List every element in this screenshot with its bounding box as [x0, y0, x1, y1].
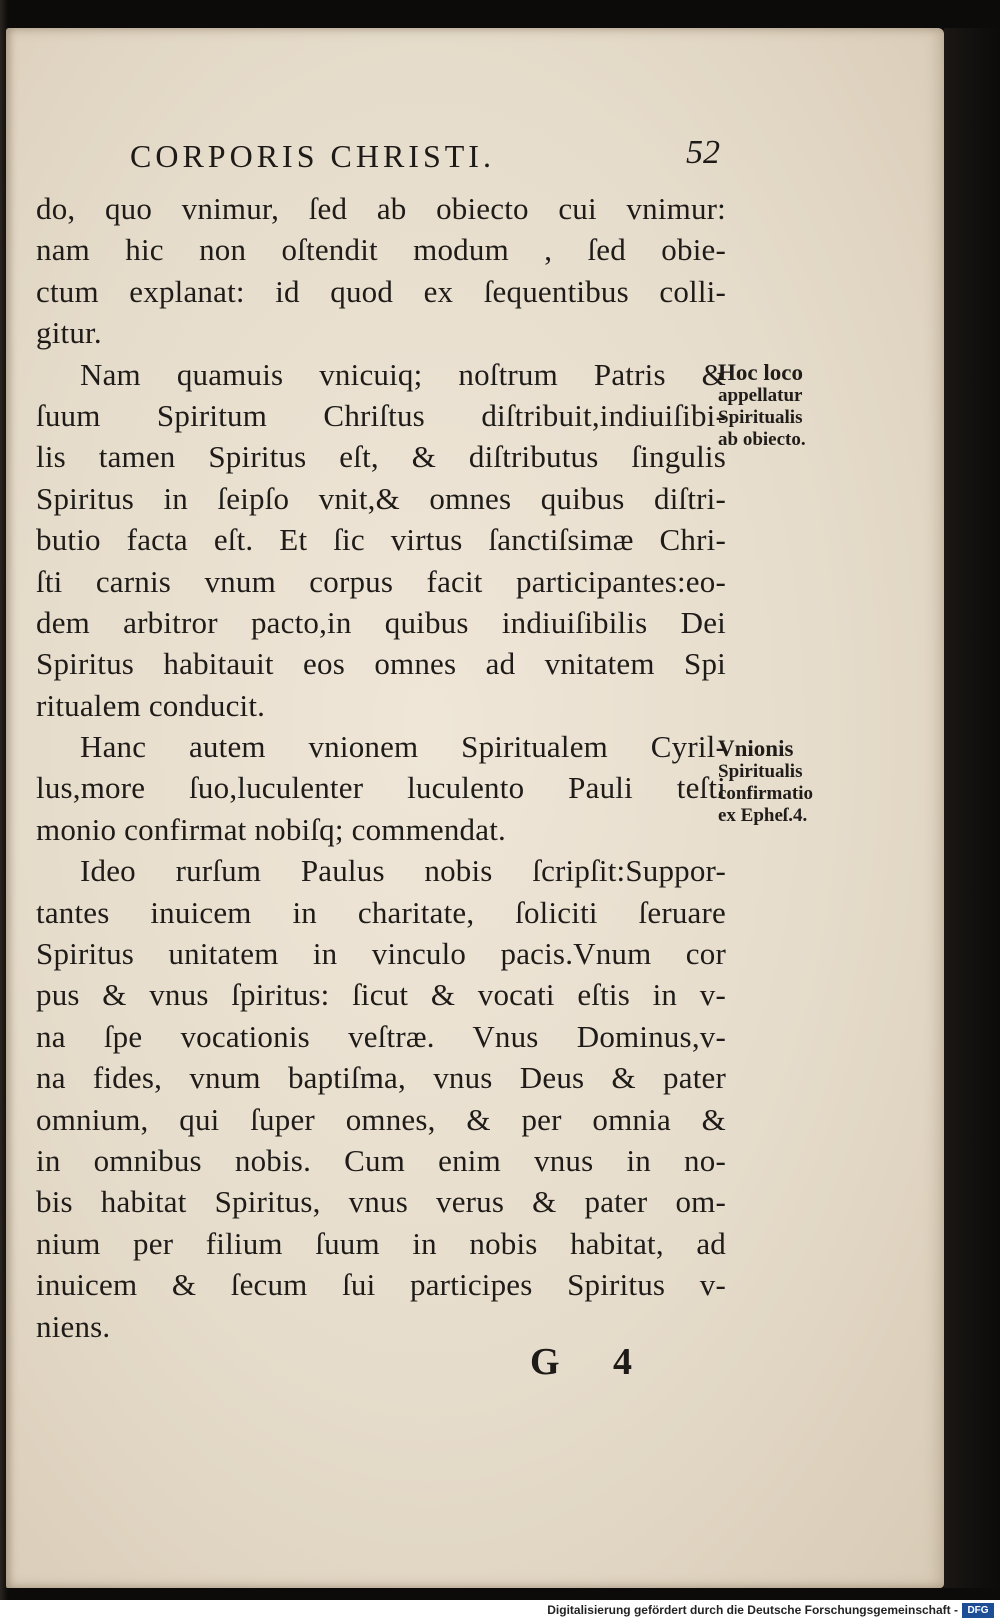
text-line: pus & vnus ſpiritus: ſicut & vocati eſtis in v-	[36, 977, 726, 1013]
margin-note-vnionis	[718, 736, 858, 827]
page-header	[130, 134, 720, 186]
text-line: Nam quamuis vnicuiq; noſtrum Patris &	[80, 356, 726, 392]
margin-note-line: Hoc loco	[718, 360, 803, 385]
text-line: ſuum Spiritum Chriſtus diſtribuit,indiuiſibi-	[36, 397, 726, 433]
funding-credit: Digitalisierung gefördert durch die Deutsche Forschungsgemeinschaft -	[547, 1603, 958, 1617]
text-line: niens.	[36, 1308, 111, 1344]
text-line: inuicem & ſecum ſui participes Spiritus v-	[36, 1267, 726, 1303]
text-line: Spiritus habitauit eos omnes ad vnitatem Spi	[36, 646, 726, 682]
scan-border-right	[944, 28, 1000, 1588]
text-line: Spiritus unitatem in vinculo pacis.Vnum cor	[36, 936, 726, 972]
dfg-logo: DFG	[962, 1603, 994, 1618]
text-line: Ideo rurſum Paulus nobis ſcripſit:Suppor-	[80, 853, 726, 889]
text-line: na fides, vnum baptiſma, vnus Deus & pater	[36, 1060, 726, 1096]
text-line: omnium, qui ſuper omnes, & per omnia &	[36, 1101, 726, 1137]
text-line: nium per filium ſuum in nobis habitat, ad	[36, 1225, 726, 1261]
signature-mark: G 4	[530, 1341, 655, 1383]
margin-note-line: ex Epheſ.4.	[718, 805, 808, 826]
margin-note-line: Spiritualis	[718, 761, 803, 782]
text-line: monio confirmat nobiſq; commendat.	[36, 811, 506, 847]
text-line: Spiritus in ſeipſo vnit,& omnes quibus diſtri-	[36, 480, 726, 516]
margin-note-line: appellatur	[718, 385, 803, 406]
text-line: bis habitat Spiritus, vnus verus & pater om-	[36, 1184, 726, 1220]
margin-note-hoc-loco	[718, 360, 858, 451]
text-line: tantes inuicem in charitate, ſoliciti ſeruare	[36, 894, 726, 930]
text-line: dem arbitror pacto,in quibus indiuiſibilis Dei	[36, 604, 726, 640]
page-number: 52	[686, 134, 720, 171]
margin-note-line: Vnionis	[718, 736, 794, 761]
text-line: ſti carnis vnum corpus facit participantes:eo-	[36, 563, 726, 599]
text-line: Hanc autem vnionem Spiritualem Cyril-	[80, 729, 726, 765]
running-head: CORPORIS CHRISTI.	[130, 138, 495, 174]
footer-bar	[0, 1600, 1000, 1623]
margin-note-line: confirmatio	[718, 783, 813, 804]
margin-note-line: ab obiecto.	[718, 429, 806, 450]
text-line: ritualem conducit.	[36, 687, 266, 723]
text-line: nam hic non oſtendit modum , ſed obie-	[36, 232, 726, 268]
text-line: butio facta eſt. Et ſic virtus ſanctiſsimæ Chri-	[36, 522, 726, 558]
text-line: do, quo vnimur, ſed ab obiecto cui vnimur:	[36, 191, 726, 226]
text-line: gitur.	[36, 315, 102, 351]
text-line: ctum explanat: id quod ex ſequentibus colli-	[36, 273, 726, 309]
text-line: lis tamen Spiritus eſt, & diſtributus ſingulis	[36, 439, 726, 475]
margin-note-line: Spiritualis	[718, 407, 803, 428]
text-line: in omnibus nobis. Cum enim vnus in no-	[36, 1142, 726, 1178]
body-text	[36, 188, 726, 1347]
text-line: lus,more ſuo,luculenter luculento Pauli teſti	[36, 770, 726, 806]
text-line: na ſpe vocationis veſtræ. Vnus Dominus,v-	[36, 1018, 726, 1054]
